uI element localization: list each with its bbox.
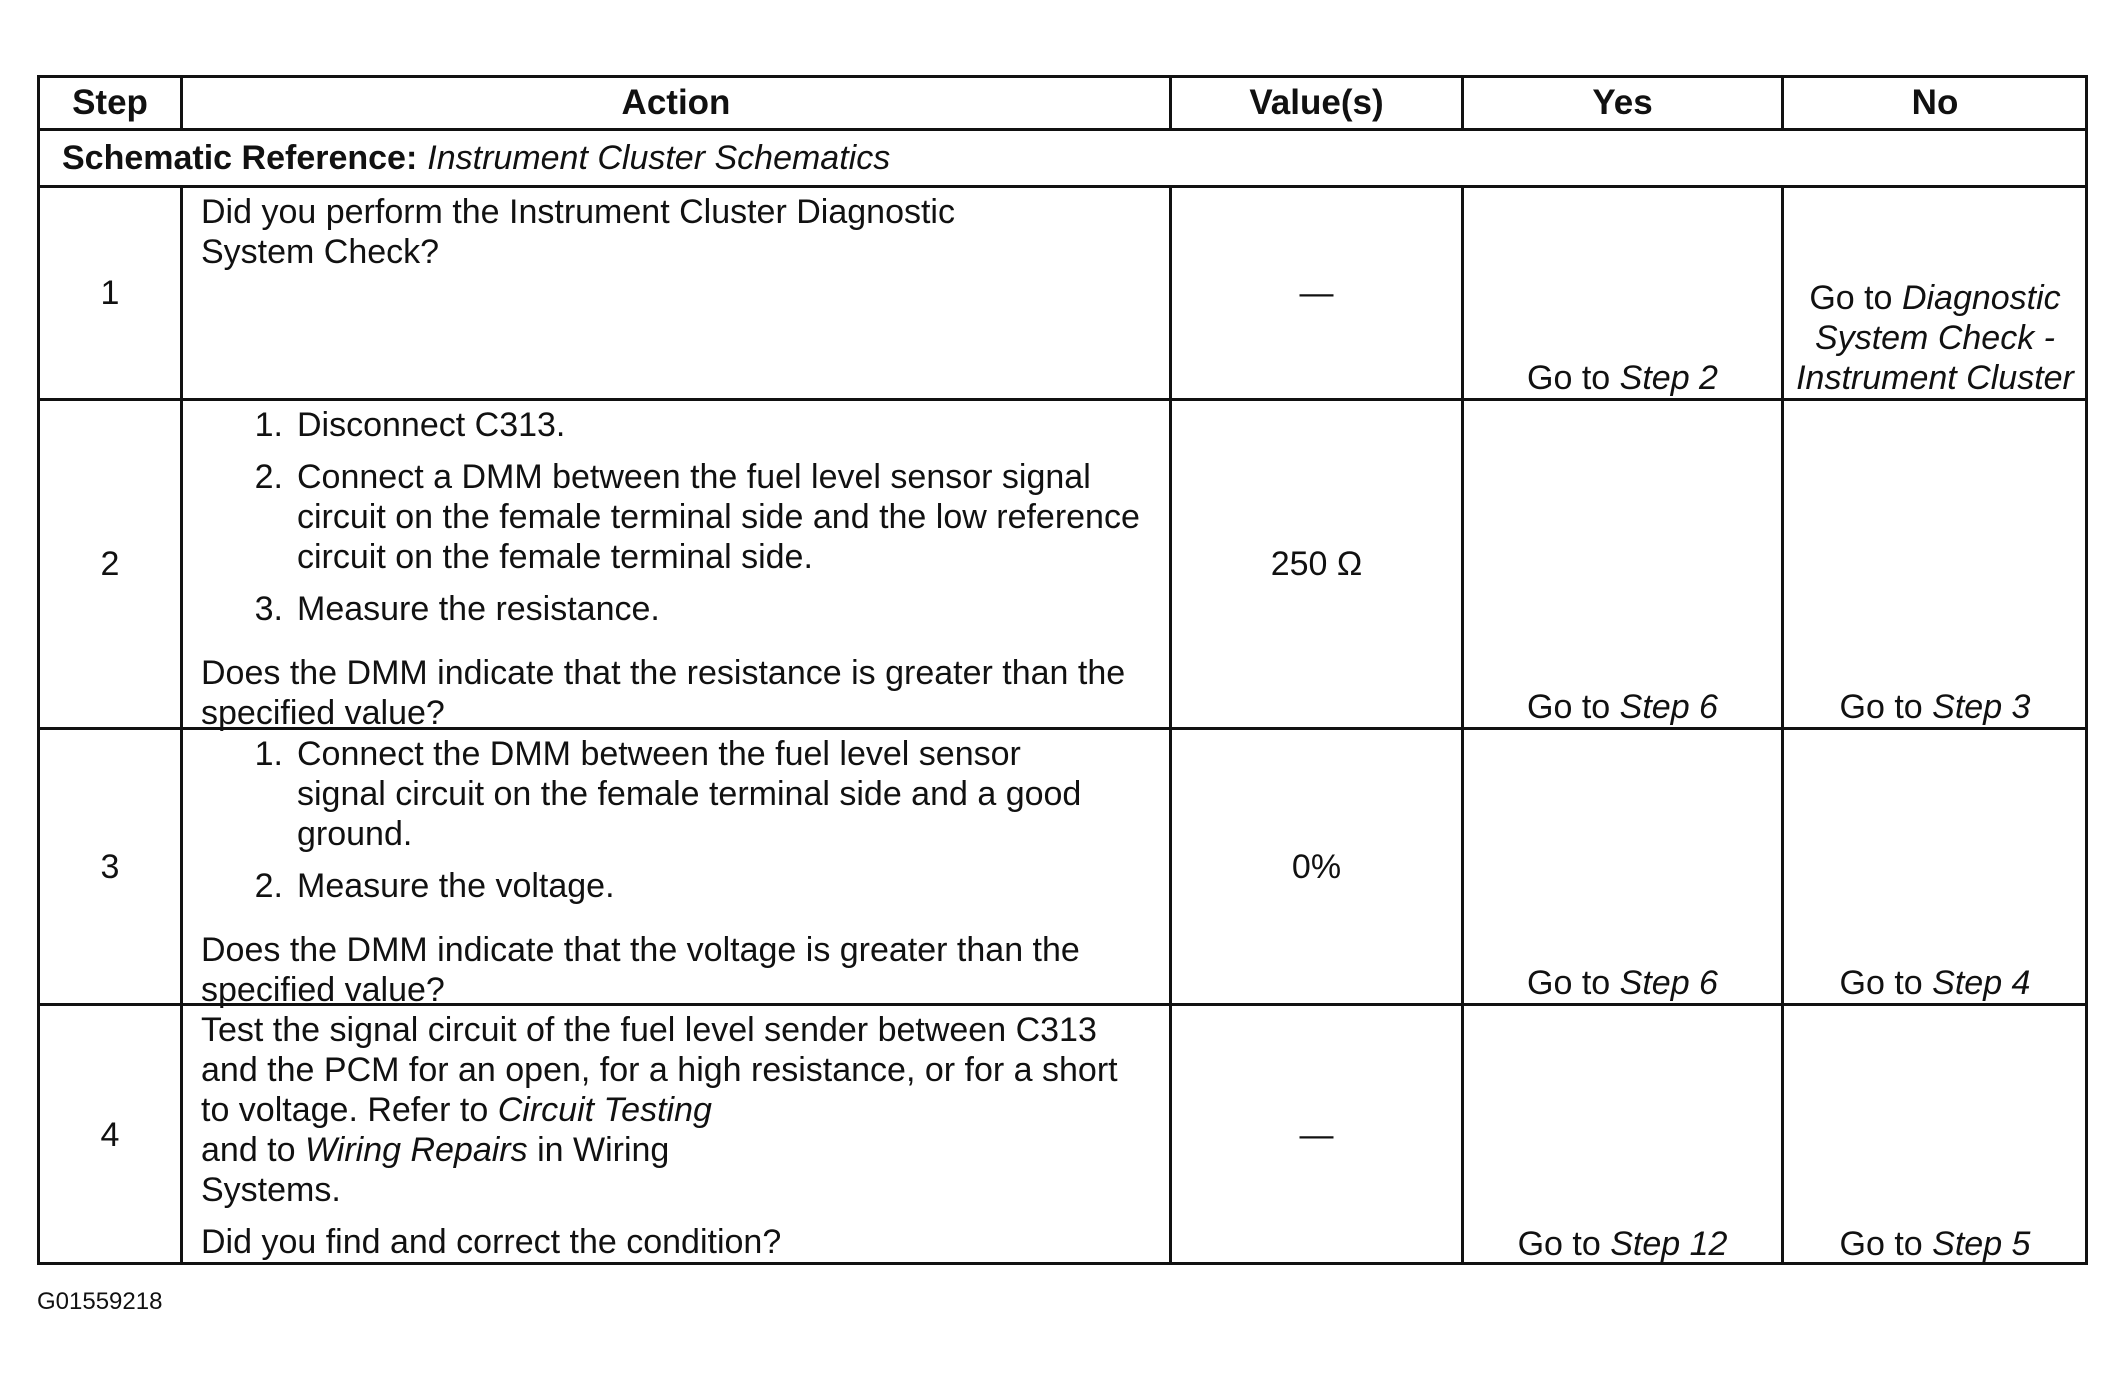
header-step: Step <box>40 78 183 131</box>
value-cell: 250 Ω <box>1172 401 1464 730</box>
value-cell: — <box>1172 188 1464 401</box>
no-link[interactable]: Diagnostic System Check - Instrument Cluster <box>1796 279 2074 397</box>
schematic-reference-label: Schematic Reference: <box>62 139 418 177</box>
action-list <box>201 405 1151 641</box>
action-cell <box>183 730 1172 1009</box>
figure-id: G01559218 <box>37 1288 163 1315</box>
step-number: 3 <box>40 730 183 1006</box>
yes-link[interactable]: Step 12 <box>1610 1225 1728 1263</box>
list-item: 2. Measure the voltage. <box>254 867 615 905</box>
no-cell: Go to Step 5 <box>1839 1225 2031 1263</box>
action-question: Does the DMM indicate that the resistance is greater than the specified value? <box>201 654 1126 732</box>
schematic-reference-row <box>40 131 2086 188</box>
yes-link[interactable]: Step 2 <box>1619 359 1718 397</box>
yes-cell: Go to Step 2 <box>1464 188 1784 401</box>
value-cell: 0% <box>1172 730 1464 1006</box>
value-cell: — <box>1172 1006 1464 1264</box>
action-cell <box>183 188 1172 401</box>
no-cell: Go to Step 3 <box>1784 401 2086 730</box>
list-item: 1. Connect the DMM between the fuel level sensor signal circuit on the female terminal side and a good ground. <box>254 735 1082 853</box>
step-number: 4 <box>40 1006 183 1264</box>
header-yes: Yes <box>1464 78 1784 131</box>
yes-cell: Go to Step 6 <box>1464 401 1784 730</box>
diagnostic-table <box>37 75 2088 1265</box>
step-number: 1 <box>40 188 183 401</box>
header-no: No <box>1784 78 2086 131</box>
action-text: Did you perform the Instrument Cluster Diagnostic System Check? <box>201 193 955 271</box>
circuit-testing-link[interactable]: Circuit Testing <box>497 1091 712 1129</box>
list-item: 1. Disconnect C313. <box>254 406 566 444</box>
no-cell: Go to Step 4 <box>1784 730 2086 1006</box>
yes-link[interactable]: Step 6 <box>1619 688 1718 726</box>
yes-link[interactable]: Step 6 <box>1619 964 1718 1002</box>
action-list <box>201 734 1151 918</box>
action-paragraph: Test the signal circuit of the fuel level sender between C313 and the PCM for an open, for a high resistance, or for a short to voltage. Refer to Circuit Testing and to Wiring Repairs in Wiring Systems. <box>201 1011 1118 1209</box>
action-question: Did you find and correct the condition? <box>201 1223 782 1261</box>
list-item: 2. Connect a DMM between the fuel level sensor signal circuit on the female terminal side and the low reference circuit on the female terminal side. <box>254 458 1140 576</box>
schematic-reference-link[interactable]: Instrument Cluster Schematics <box>427 139 891 177</box>
no-link[interactable]: Step 3 <box>1932 688 2031 726</box>
yes-cell: Go to Step 6 <box>1464 730 1784 1006</box>
no-link[interactable]: Step 5 <box>1932 1225 2031 1263</box>
no-cell: Go to Diagnostic System Check - Instrument Cluster <box>1784 188 2086 401</box>
action-cell <box>183 1006 1172 1264</box>
header-action: Action <box>183 78 1172 131</box>
step-number: 2 <box>40 401 183 730</box>
list-item: 3. Measure the resistance. <box>254 590 660 628</box>
header-values: Value(s) <box>1172 78 1464 131</box>
yes-cell: Go to Step 12 <box>1464 1006 1784 1264</box>
no-link[interactable]: Step 4 <box>1932 964 2031 1002</box>
wiring-repairs-link[interactable]: Wiring Repairs <box>304 1131 528 1169</box>
action-question: Does the DMM indicate that the voltage is greater than the specified value? <box>201 931 1080 1009</box>
action-cell <box>183 401 1172 730</box>
